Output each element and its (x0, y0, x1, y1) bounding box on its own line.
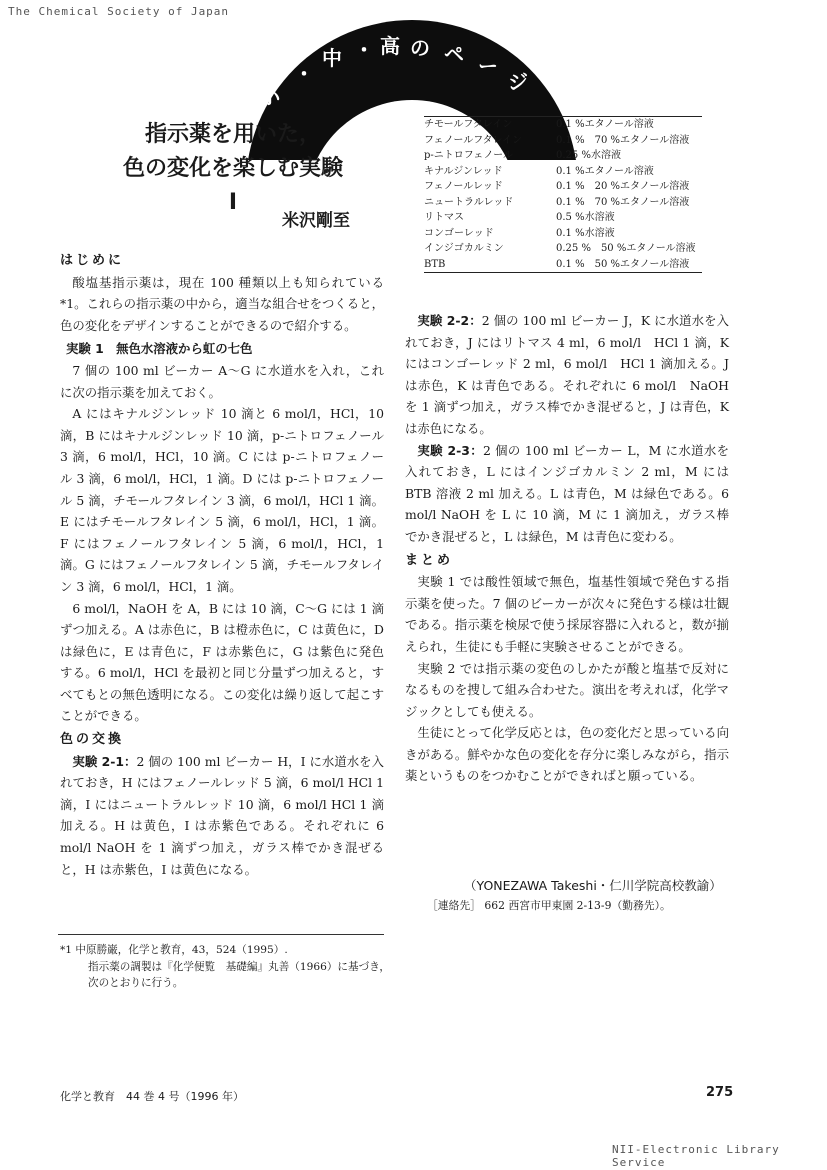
library-service: NII-Electronic Library Service (612, 1143, 780, 1169)
indicator-concentration: 0.1 %水溶液 (556, 227, 615, 239)
paragraph: 7 個の 100 ml ビーカー A〜G に水道水を入れ，これに次の指示薬を加えておく。 (60, 362, 384, 400)
indicator-concentration: 0.1 %エタノール溶液 (556, 165, 654, 177)
experiment-label: 実験 2-1： (72, 753, 137, 769)
indicator-row (424, 117, 702, 133)
indicator-concentration: 0.25 % 50 %エタノール溶液 (556, 243, 696, 254)
indicator-name: キナルジンレッド (424, 165, 503, 177)
banner-char: ・ (294, 62, 314, 86)
section-heading: 色の交換 (60, 732, 125, 748)
title-line: 色の変化を楽しむ実験 I (122, 156, 343, 215)
indicator-row (424, 148, 702, 164)
banner-char: の (410, 36, 430, 60)
indicator-name: コンゴーレッド (424, 227, 494, 239)
indicator-name: チモールフタレイン (424, 119, 513, 130)
right-column (405, 310, 729, 787)
banner-char: ペ (444, 42, 464, 66)
banner-char: 高 (380, 34, 400, 58)
indicator-name: フェノールフタレイン (424, 134, 522, 146)
contact-address: ［連絡先］ 662 西宮市甲東園 2-13-9（勤務先）。 (427, 899, 671, 912)
experiment-label: 実験 2-2： (417, 313, 482, 328)
footnote-line: 指示薬の調製は『化学便覧 基礎編』丸善（1966）に基づき，次のとおりに行う。 (88, 960, 390, 989)
indicator-row (424, 164, 702, 180)
paragraph (405, 310, 729, 440)
paragraph: 酸塩基指示薬は，現在 100 種類以上も知られている*1。これらの指示薬の中から，適当な組合せをつくると，色の変化をデザインすることができるので紹介する。 (60, 274, 384, 333)
footnote (60, 942, 390, 992)
indicator-concentration: 0.1 % 70 %エタノール溶液 (556, 134, 690, 146)
paragraph: A にはキナルジンレッド 10 滴と 6 mol/l，HCl，10 滴，B にはキナルジンレッド 10 滴，p-ニトロフェノール 3 滴，6 mol/l，HCl，10 滴。C には p-ニトロフェノール 3 滴，6 mol/l，HCl，1 滴。D には p-ニトロフェノール 5 滴，チモールフタレイン 3 滴，6 mol/l，HCl 1 滴。E にはチモールフタレイン 5 滴，6 mol/l，HCl，1 滴。F にはフェノールフタレイン 5 滴，6 mol/l，HCl，1 滴。G にはフェノールフタレイン 5 滴，チモールフタレイン 3 滴，6 mol/l，HCl，1 滴。 (60, 406, 384, 594)
indicator-concentration: 0.1 % 20 %エタノール溶液 (556, 181, 690, 192)
indicator-row (424, 195, 702, 211)
indicator-concentration: 0.5 %水溶液 (556, 212, 615, 223)
indicator-name: フェノールレッド (424, 181, 503, 192)
journal-citation: 化学と教育 44 巻 4 号（1996 年） (60, 1090, 244, 1103)
left-column (60, 248, 384, 880)
indicator-concentration: 0.1 %エタノール溶液 (556, 119, 654, 130)
footnote-rule (58, 934, 384, 935)
paragraph: 生徒にとって化学反応とは，色の変化だと思っている向きがある。鮮やかな色の変化を存分に楽しみながら，指示薬というものをつかむことができればと願っている。 (405, 725, 729, 784)
indicator-row (424, 257, 702, 273)
paragraph-text: 2 個の 100 ml ビーカー L，M に水道水を入れておき，L にはインジゴカルミン 2 ml，M には BTB 溶液 2 ml 加える。L は青色，M は緑色である。6 mol/l NaOH を L に 10 滴，M に 1 滴加え，ガラス棒でかき混ぜると，L は緑色，M は青色に変わる。 (405, 442, 729, 544)
footnote-line: *1 中原勝巌，化学と教育，43，524（1995）. (60, 944, 288, 956)
banner-char: ー (478, 54, 498, 78)
paragraph-text: 2 個の 100 ml ビーカー H，I に水道水を入れておき，H にはフェノールレッド 5 滴，6 mol/l HCl 1 滴，I にはニュートラルレッド 10 滴，6 mol/l HCl 1 滴加える。H は黄色，I は赤紫色である。それぞれに 6 mol/l NaOH を 1 滴ずつ加え，ガラス棒でかき混ぜると，H は赤紫色，I は黄色になる。 (60, 753, 384, 877)
section-heading: まとめ (405, 552, 454, 568)
experiment-heading: 実験 1 無色水溶液から虹の七色 (66, 341, 253, 357)
indicator-row (424, 241, 702, 257)
indicator-concentration: 0.1 % 50 %エタノール溶液 (556, 258, 690, 270)
banner-char: 小 (260, 84, 280, 108)
indicator-name: リトマス (424, 212, 464, 223)
page-number: 275 (706, 1085, 734, 1100)
society-header: The Chemical Society of Japan (8, 5, 230, 18)
title-line: 指示薬を用いた， (144, 122, 321, 147)
indicator-concentration: 0.1 % 70 %エタノール溶液 (556, 196, 690, 208)
indicator-row (424, 133, 702, 149)
indicator-name: ニュートラルレッド (424, 196, 514, 208)
section-heading: はじめに (60, 253, 125, 268)
indicator-table (424, 116, 702, 273)
indicator-row (424, 179, 702, 195)
indicator-name: BTB (424, 258, 446, 270)
indicator-name: インジゴカルミン (424, 243, 504, 254)
paragraph-text: 2 個の 100 ml ビーカー J，K に水道水を入れておき，J にはリトマス 4 ml，6 mol/l HCl 1 滴，K にはコンゴーレッド 2 ml，6 mol/l HCl 1 滴加える。J は赤色，K は青色である。それぞれに 6 mol/l NaOH を 1 滴ずつ加え，ガラス棒でかき混ぜると，J は青色，K は赤色になる。 (405, 313, 730, 436)
banner-char: ジ (508, 70, 528, 94)
author-affiliation: （YONEZAWA Takeshi・仁川学院高校教諭） (464, 878, 722, 893)
paragraph: 6 mol/l，NaOH を A，B には 10 滴，C〜G には 1 滴ずつ加える。A は赤色に，B は橙赤色に，C は黄色に，D は緑色に，E は青色に，F は赤紫色に，G は紫色に発色する。6 mol/l，HCl を最初と同じ分量ずつ加えると，すべてもとの無色透明になる。この変化は繰り返して起こすことができる。 (60, 600, 384, 724)
indicator-name: p-ニトロフェノール (424, 150, 513, 161)
paragraph: 実験 2 では指示薬の変色のしかたが酸と塩基で反対になるものを捜して組み合わせた。演出を考えれば，化学マジックとしても使える。 (405, 660, 729, 719)
paragraph: 実験 1 では酸性領域で無色，塩基性領域で発色する指示薬を使った。7 個のビーカーが次々に発色する様は壮観である。指示薬を検尿で使う採尿容器に入れると，数が揃えられ，生徒にも手軽に実験させることができる。 (405, 574, 729, 654)
paragraph (60, 751, 384, 881)
author-name: 米沢剛至 (282, 211, 350, 231)
banner-char: 中 (322, 46, 342, 70)
banner-char: ・ (354, 38, 374, 62)
indicator-concentration: 0.25 %水溶液 (556, 150, 621, 161)
paragraph (405, 440, 729, 548)
experiment-label: 実験 2-3： (417, 442, 483, 458)
indicator-row (424, 226, 702, 242)
indicator-row (424, 210, 702, 226)
article-title (118, 118, 348, 220)
